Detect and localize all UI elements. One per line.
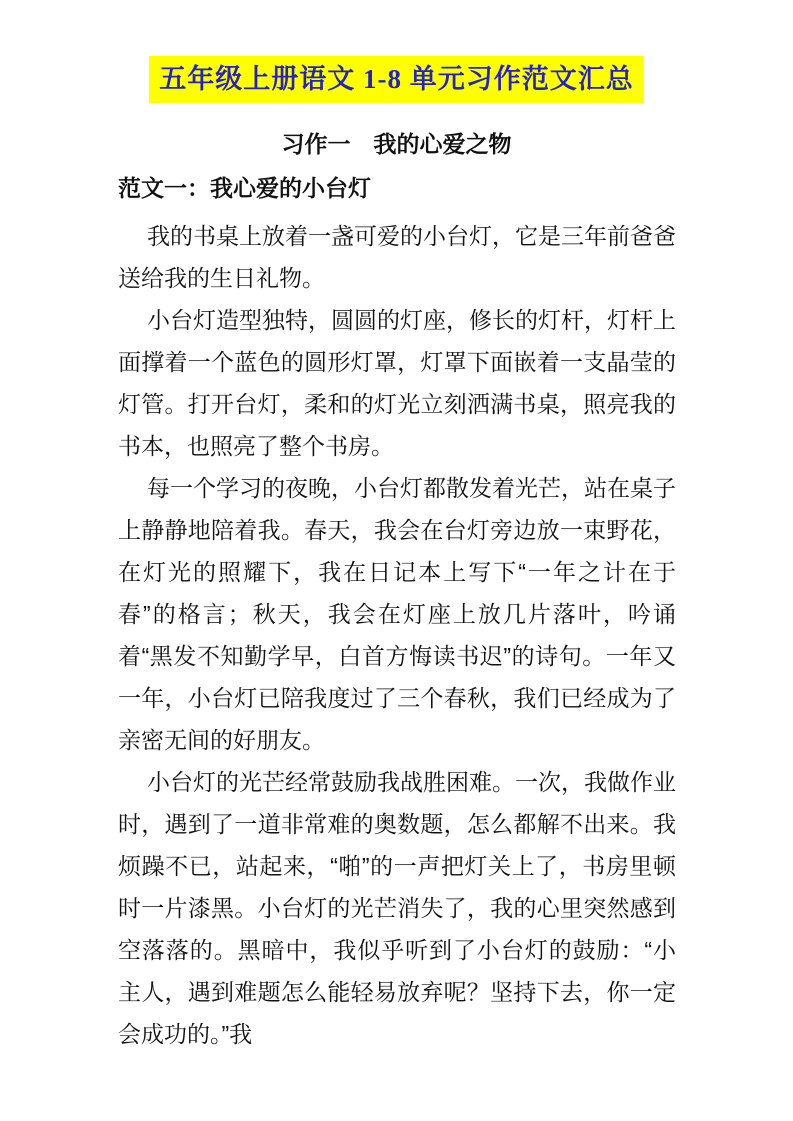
essay-paragraph: 每一个学习的夜晚，小台灯都散发着光芒，站在桌子上静静地陪着我。春天，我会在台灯旁边放一束野花，在灯光的照耀下，我在日记本上写下“一年之计在于春”的格言；秋天，我会在灯座上放几片落叶，吟诵着“黑发不知勤学早，白首方悔读书迟”的诗句。一年又一年，小台灯已陪我度过了三个春秋，我们已经成为了亲密无间的好朋友。 <box>118 475 676 753</box>
essay-title: 范文一：我心爱的小台灯 <box>118 175 371 201</box>
essay-paragraph: 我的书桌上放着一盏可爱的小台灯，它是三年前爸爸送给我的生日礼物。 <box>118 223 676 291</box>
document-title-highlighted: 五年级上册语文 1-8 单元习作范文汇总 <box>149 56 644 103</box>
unit-heading: 习作一 我的心爱之物 <box>281 131 512 157</box>
document-title-line <box>0 0 793 103</box>
essay-paragraph: 小台灯的光芒经常鼓励我战胜困难。一次，我做作业时，遇到了一道非常难的奥数题，怎么都解不出来。我烦躁不已，站起来，“啪”的一声把灯关上了，书房里顿时一片漆黑。小台灯的光芒消失了，我的心里突然感到空落落的。黑暗中，我似乎听到了小台灯的鼓励：“小主人，遇到难题怎么能轻易放弃呢？坚持下去，你一定会成功的。”我 <box>118 769 676 1047</box>
essay-paragraph: 小台灯造型独特，圆圆的灯座，修长的灯杆，灯杆上面撑着一个蓝色的圆形灯罩，灯罩下面嵌着一支晶莹的灯管。打开台灯，柔和的灯光立刻洒满书桌，照亮我的书本，也照亮了整个书房。 <box>118 307 676 459</box>
essay-body <box>118 215 676 1055</box>
